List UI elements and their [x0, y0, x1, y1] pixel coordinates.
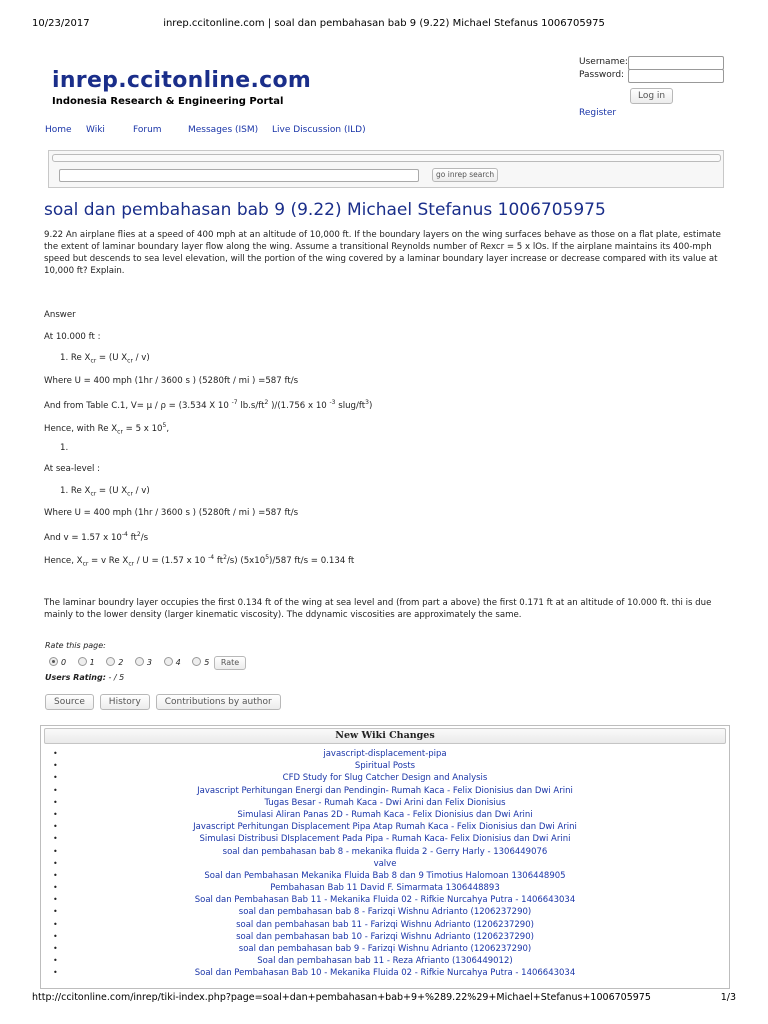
- wiki-change-link[interactable]: soal dan pembahasan bab 10 - Farizqi Wishnu Adrianto (1206237290): [236, 931, 534, 942]
- radio-icon[interactable]: [164, 657, 173, 666]
- rate-label: Rate this page:: [45, 641, 106, 650]
- formula-reynolds-2: 1. Re $X_{cr} = (U$ $X_{cr} / v$): [60, 486, 150, 498]
- bullet-icon: •: [53, 956, 58, 966]
- username-field[interactable]: [628, 56, 724, 70]
- list-item: [41, 797, 729, 809]
- search-input[interactable]: [59, 169, 419, 182]
- bullet-icon: •: [53, 858, 58, 868]
- at-10000-label: At 10.000 ft :: [44, 332, 101, 342]
- radio-selected-icon[interactable]: [49, 657, 58, 666]
- print-page-number: 1/3: [720, 992, 736, 1003]
- viscosity-line: And from Table C.1, V= μ / ρ = (3.534 X 10 $^{-7}$ $lb.s/ft^2$ )/(1.756 x 10 $^{-3}$ slug/$ft^3$): [44, 399, 373, 411]
- nav-wiki[interactable]: Wiki: [86, 125, 105, 135]
- nav-live-discussion[interactable]: Live Discussion (ILD): [272, 125, 366, 135]
- wiki-change-link[interactable]: CFD Study for Slug Catcher Design and Analysis: [282, 773, 488, 784]
- wiki-change-link[interactable]: Spiritual Posts: [354, 761, 416, 772]
- radio-icon[interactable]: [135, 657, 144, 666]
- wiki-change-link[interactable]: Soal dan Pembahasan Mekanika Fluida Bab 8 dan 9 Timotius Halomoan 1306448905: [204, 870, 566, 881]
- bullet-icon: •: [53, 931, 58, 941]
- velocity-line-1: Where U = 400 mph (1hr / 3600 s ) (5280ft / mi ) =587 ft/s: [44, 376, 299, 386]
- kinematic-viscosity-line: And v = 1.57 x $10^{-4}$ $ft^2/s$: [44, 531, 149, 543]
- login-button[interactable]: Log in: [630, 88, 673, 104]
- list-item: [41, 931, 729, 943]
- rating-option-3[interactable]: 3: [135, 657, 152, 667]
- password-label: Password:: [579, 70, 625, 80]
- list-item: [41, 943, 729, 955]
- wiki-change-link[interactable]: soal dan pembahasan bab 11 - Farizqi Wishnu Adrianto (1206237290): [236, 919, 534, 930]
- rating-option-0[interactable]: 0: [49, 657, 66, 667]
- conclusion-text: The laminar boundry layer occupies the first 0.134 ft of the wing at sea level and (from part a above) the first 0.171 ft at an altitude of 10.000 ft. thi is due mainly to the lower density (larger kinematic viscosity). The ddynamic viscosities are approximately the same.: [44, 598, 712, 620]
- users-rating-value: - / 5: [108, 673, 125, 682]
- formula-reynolds-1: 1. Re $X_{cr} = (U$ $X_{cr} / v$): [60, 353, 150, 365]
- bullet-icon: •: [53, 749, 58, 758]
- list-item: [41, 760, 729, 772]
- users-rating-label: Users Rating:: [45, 673, 106, 682]
- users-rating: [45, 673, 124, 682]
- wiki-change-link[interactable]: Javascript Perhitungan Displacement Pipa Atap Rumah Kaca - Felix Dionisius dan Dwi Arini: [193, 822, 577, 833]
- new-wiki-changes-module: [40, 725, 730, 989]
- bullet-icon: •: [53, 907, 58, 917]
- velocity-line-2: Where U = 400 mph (1hr / 3600 s ) (5280ft / mi ) =587 ft/s: [44, 508, 299, 518]
- site-logo[interactable]: inrep.ccitonline.com: [52, 68, 312, 93]
- list-item: [41, 967, 729, 979]
- page-actions: [45, 694, 284, 710]
- wiki-change-link[interactable]: Javascript Perhitungan Energi dan Pendingin- Rumah Kaca - Felix Dionisius dan Dwi Arini: [197, 785, 573, 796]
- search-panel: [48, 150, 724, 188]
- rate-button[interactable]: Rate: [214, 656, 246, 670]
- bullet-icon: •: [53, 797, 58, 807]
- wiki-change-link[interactable]: soal dan pembahasan bab 8 - mekanika fluida 2 - Gerry Harly - 1306449076: [222, 846, 548, 857]
- list-item: [41, 846, 729, 858]
- bullet-icon: •: [53, 895, 58, 905]
- bullet-icon: •: [53, 785, 58, 795]
- list-item: [41, 785, 729, 797]
- bullet-icon: •: [53, 883, 58, 893]
- wiki-change-link[interactable]: Simulasi Distribusi DIsplacement Pada Pipa - Rumah Kaca- Felix Dionisius dan Dwi Arini: [199, 834, 571, 845]
- problem-text: 9.22 An airplane flies at a speed of 400 mph at an altitude of 10,000 ft. If the boundary layers on the wing surfaces behave as those on a flat plate, estimate the extent of laminar boundary layer flow along the wing. Assume a transitional Reynolds number of Rexcr = 5 x lOs. If the airplane maintains its 400-mph speed but descends to sea level elevation, will the portion of the wing covered by a laminar boundary layer increase or decrease compared with its value at 10,000 ft? Explain.: [44, 230, 721, 276]
- site-tagline: Indonesia Research & Engineering Portal: [52, 96, 284, 107]
- wiki-changes-list: [41, 748, 729, 980]
- wiki-change-link[interactable]: soal dan pembahasan bab 8 - Farizqi Wishnu Adrianto (1206237290): [238, 907, 532, 918]
- list-item: [41, 955, 729, 967]
- print-page-title: inrep.ccitonline.com | soal dan pembahasan bab 9 (9.22) Michael Stefanus 1006705975: [163, 18, 605, 29]
- list-item: [41, 858, 729, 870]
- list-item: [41, 748, 729, 760]
- answer-label: Answer: [44, 310, 76, 320]
- bullet-icon: •: [53, 809, 58, 819]
- list-item: [41, 894, 729, 906]
- history-button[interactable]: History: [100, 694, 150, 710]
- source-button[interactable]: Source: [45, 694, 94, 710]
- print-footer: [32, 992, 736, 1006]
- list-item: [41, 882, 729, 894]
- bullet-icon: •: [53, 834, 58, 844]
- numbered-item-empty: 1.: [60, 443, 69, 453]
- list-item: [41, 919, 729, 931]
- print-date: 10/23/2017: [32, 18, 90, 29]
- rating-options: [49, 656, 246, 670]
- bullet-icon: •: [53, 846, 58, 856]
- bullet-icon: •: [53, 944, 58, 953]
- hence-line-1: Hence, with Re $X_{cr} = 5$ x $10^5$,: [44, 422, 170, 436]
- radio-icon[interactable]: [106, 657, 115, 666]
- username-label: Username:: [579, 57, 628, 67]
- radio-icon[interactable]: [78, 657, 87, 666]
- contributions-button[interactable]: Contributions by author: [156, 694, 281, 710]
- nav-home[interactable]: Home: [45, 125, 72, 135]
- bullet-icon: •: [53, 968, 58, 978]
- rating-option-5[interactable]: 5: [192, 657, 209, 667]
- nav-forum[interactable]: Forum: [133, 125, 162, 135]
- print-url: http://ccitonline.com/inrep/tiki-index.php?page=soal+dan+pembahasan+bab+9+%289.22%29+Michael+Stefanus+1006705975: [32, 992, 651, 1003]
- module-title: New Wiki Changes: [44, 728, 726, 744]
- list-item: [41, 821, 729, 833]
- wiki-change-link[interactable]: Soal dan Pembahasan Bab 10 - Mekanika Fluida 02 - Rifkie Nurcahya Putra - 1406643034: [194, 968, 576, 979]
- bullet-icon: •: [53, 870, 58, 880]
- rating-option-1[interactable]: 1: [78, 657, 95, 667]
- wiki-change-link[interactable]: soal dan pembahasan bab 9 - Farizqi Wishnu Adrianto (1206237290): [238, 944, 532, 954]
- search-button[interactable]: go inrep search: [432, 168, 498, 182]
- list-item: [41, 906, 729, 918]
- bullet-icon: •: [53, 919, 58, 929]
- at-sea-level-label: At sea-level :: [44, 464, 101, 474]
- password-field[interactable]: [628, 69, 724, 83]
- wiki-change-link[interactable]: Simulasi Aliran Panas 2D - Rumah Kaca - Felix Dionisius dan Dwi Arini: [237, 809, 533, 820]
- wiki-change-link[interactable]: valve: [373, 858, 397, 869]
- print-header: [32, 18, 736, 32]
- page-title: soal dan pembahasan bab 9 (9.22) Michael Stefanus 1006705975: [44, 200, 606, 220]
- bullet-icon: •: [53, 761, 58, 771]
- result-line: Hence, $X_{cr} = v$ Re $X_{cr} / U = (1.57$ x 10 $^{-4}$ $ft^2/s$) $(5x10^5)/587$ ft/s = 0.134 ft: [44, 554, 355, 568]
- list-item: [41, 870, 729, 882]
- bullet-icon: •: [53, 822, 58, 832]
- wiki-change-link[interactable]: Soal dan Pembahasan Bab 11 - Mekanika Fluida 02 - Rifkie Nurcahya Putra - 1406643034: [194, 895, 576, 906]
- rating-option-4[interactable]: 4: [164, 657, 181, 667]
- list-item: [41, 809, 729, 821]
- wiki-change-link[interactable]: javascript-displacement-pipa: [323, 749, 447, 759]
- login-form: [577, 56, 727, 82]
- wiki-change-link[interactable]: Tugas Besar - Rumah Kaca - Dwi Arini dan Felix Dionisius: [264, 797, 506, 808]
- list-item: [41, 772, 729, 784]
- register-link[interactable]: Register: [579, 108, 617, 118]
- nav-messages[interactable]: Messages (ISM): [188, 125, 259, 135]
- rating-option-2[interactable]: 2: [106, 657, 123, 667]
- bullet-icon: •: [53, 773, 58, 783]
- radio-icon[interactable]: [192, 657, 201, 666]
- wiki-change-link[interactable]: Pembahasan Bab 11 David F. Simarmata 1306448893: [270, 883, 500, 894]
- search-panel-bar: [52, 154, 721, 162]
- list-item: [41, 833, 729, 845]
- wiki-change-link[interactable]: Soal dan pembahasan bab 11 - Reza Afrianto (1306449012): [257, 956, 513, 967]
